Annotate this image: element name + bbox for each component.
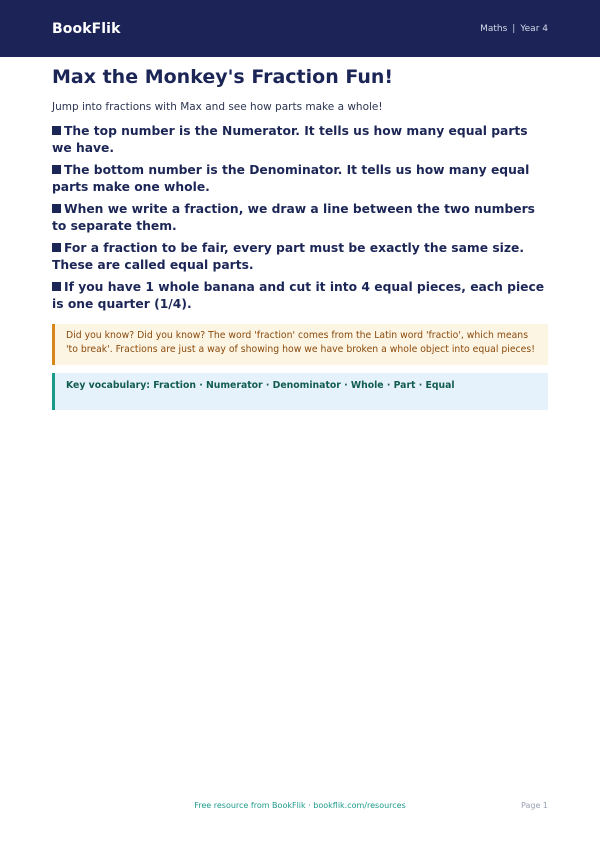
fact-item bbox=[52, 279, 548, 313]
page-number: Page 1 bbox=[521, 801, 548, 810]
page-footer bbox=[0, 801, 600, 815]
fact-text: For a fraction to be fair, every part must be exactly the same size. These are called equal parts. bbox=[52, 241, 525, 272]
page-title: Max the Monkey's Fraction Fun! bbox=[52, 66, 394, 88]
fact-text: If you have 1 whole banana and cut it into 4 equal pieces, each piece is one quarter (1/4). bbox=[52, 280, 545, 311]
fact-text: When we write a fraction, we draw a line between the two numbers to separate them. bbox=[52, 202, 535, 233]
square-bullet-icon bbox=[52, 126, 61, 135]
fact-item bbox=[52, 123, 548, 157]
fact-item bbox=[52, 201, 548, 235]
square-bullet-icon bbox=[52, 243, 61, 252]
footer-credit-link[interactable]: Free resource from BookFlik · bookflik.com/resources bbox=[194, 801, 406, 810]
square-bullet-icon bbox=[52, 165, 61, 174]
fact-item bbox=[52, 240, 548, 274]
header-bar bbox=[0, 0, 600, 57]
square-bullet-icon bbox=[52, 282, 61, 291]
brand-logo[interactable]: BookFlik bbox=[52, 20, 121, 37]
header-meta bbox=[480, 24, 548, 34]
fact-text: The top number is the Numerator. It tells us how many equal parts we have. bbox=[52, 124, 528, 155]
key-vocabulary-box: Key vocabulary: Fraction · Numerator · Denominator · Whole · Part · Equal bbox=[52, 373, 548, 410]
subject-label: Maths bbox=[480, 23, 508, 34]
square-bullet-icon bbox=[52, 204, 61, 213]
did-you-know-callout: Did you know? Did you know? The word 'fraction' comes from the Latin word 'fractio', which means 'to break'. Fractions are just a way of showing how we have broken a whole object into equal pieces! bbox=[52, 324, 548, 365]
fact-item bbox=[52, 162, 548, 196]
fact-text: The bottom number is the Denominator. It tells us how many equal parts make one whole. bbox=[52, 163, 530, 194]
year-label: Year 4 bbox=[520, 23, 548, 34]
document-body bbox=[52, 65, 548, 410]
meta-separator: | bbox=[512, 23, 516, 34]
fact-list bbox=[52, 123, 548, 313]
page-subtitle: Jump into fractions with Max and see how parts make a whole! bbox=[52, 101, 383, 113]
